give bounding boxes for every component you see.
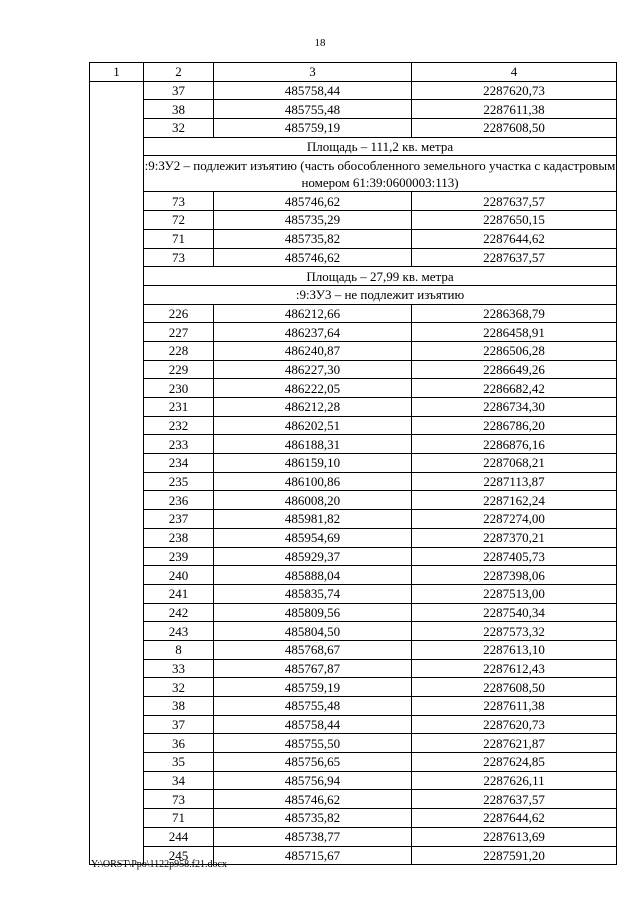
table-row	[90, 659, 617, 678]
y-coordinate-cell: 2287644,62	[412, 229, 617, 248]
point-number-cell: 231	[144, 398, 214, 417]
point-number-cell: 244	[144, 827, 214, 846]
y-coordinate-cell: 2287644,62	[412, 809, 617, 828]
point-number-cell: 37	[144, 715, 214, 734]
x-coordinate-cell: 486237,64	[214, 323, 412, 342]
table-row	[90, 809, 617, 828]
y-coordinate-cell: 2287637,57	[412, 790, 617, 809]
point-number-cell: 232	[144, 416, 214, 435]
x-coordinate-cell: 486212,28	[214, 398, 412, 417]
point-number-cell: 240	[144, 566, 214, 585]
y-coordinate-cell: 2286368,79	[412, 304, 617, 323]
x-coordinate-cell: 485756,94	[214, 771, 412, 790]
coordinates-table	[89, 62, 617, 865]
y-coordinate-cell: 2286876,16	[412, 435, 617, 454]
x-coordinate-cell: 485981,82	[214, 510, 412, 529]
table-row	[90, 435, 617, 454]
area-label: Площадь – 27,99 кв. метра	[144, 267, 617, 286]
y-coordinate-cell: 2287624,85	[412, 753, 617, 772]
y-coordinate-cell: 2287274,00	[412, 510, 617, 529]
table-row	[90, 398, 617, 417]
table-row	[90, 248, 617, 267]
x-coordinate-cell: 486008,20	[214, 491, 412, 510]
y-coordinate-cell: 2287068,21	[412, 454, 617, 473]
x-coordinate-cell: 485715,67	[214, 846, 412, 865]
point-number-cell: 32	[144, 678, 214, 697]
table-row	[90, 379, 617, 398]
y-coordinate-cell: 2287626,11	[412, 771, 617, 790]
table-row	[90, 734, 617, 753]
table-row	[90, 603, 617, 622]
table-header-row	[90, 63, 617, 82]
y-coordinate-cell: 2287650,15	[412, 211, 617, 230]
x-coordinate-cell: 485738,77	[214, 827, 412, 846]
point-number-cell: 237	[144, 510, 214, 529]
y-coordinate-cell: 2287611,38	[412, 697, 617, 716]
x-coordinate-cell: 485758,44	[214, 81, 412, 100]
point-number-cell: 226	[144, 304, 214, 323]
y-coordinate-cell: 2286458,91	[412, 323, 617, 342]
point-number-cell: 233	[144, 435, 214, 454]
point-number-cell: 71	[144, 809, 214, 828]
table-row	[90, 715, 617, 734]
point-number-cell: 234	[144, 454, 214, 473]
x-coordinate-cell: 485759,19	[214, 119, 412, 138]
x-coordinate-cell: 485746,62	[214, 790, 412, 809]
x-coordinate-cell: 486212,66	[214, 304, 412, 323]
point-number-cell: 33	[144, 659, 214, 678]
table-row	[90, 678, 617, 697]
area-label: Площадь – 111,2 кв. метра	[144, 137, 617, 156]
x-coordinate-cell: 485804,50	[214, 622, 412, 641]
table-row	[90, 454, 617, 473]
x-coordinate-cell: 485888,04	[214, 566, 412, 585]
x-coordinate-cell: 486188,31	[214, 435, 412, 454]
y-coordinate-cell: 2287612,43	[412, 659, 617, 678]
point-number-cell: 242	[144, 603, 214, 622]
y-coordinate-cell: 2287620,73	[412, 81, 617, 100]
table-row	[90, 528, 617, 547]
table-row	[90, 640, 617, 659]
point-number-cell: 73	[144, 790, 214, 809]
x-coordinate-cell: 486227,30	[214, 360, 412, 379]
point-number-cell: 37	[144, 81, 214, 100]
table-row	[90, 100, 617, 119]
point-number-cell: 32	[144, 119, 214, 138]
y-coordinate-cell: 2287608,50	[412, 678, 617, 697]
point-number-cell: 230	[144, 379, 214, 398]
point-number-cell: 34	[144, 771, 214, 790]
table-row	[90, 211, 617, 230]
x-coordinate-cell: 486240,87	[214, 341, 412, 360]
x-coordinate-cell: 485929,37	[214, 547, 412, 566]
y-coordinate-cell: 2287613,69	[412, 827, 617, 846]
empty-first-column	[90, 81, 144, 865]
point-number-cell: 245	[144, 846, 214, 865]
point-number-cell: 71	[144, 229, 214, 248]
y-coordinate-cell: 2287613,10	[412, 640, 617, 659]
table-row	[90, 304, 617, 323]
x-coordinate-cell: 485756,65	[214, 753, 412, 772]
file-path-footer: Y:\ORST\Ppo\1122p958.f21.docx	[91, 859, 227, 870]
point-number-cell: 235	[144, 472, 214, 491]
area-row	[90, 267, 617, 286]
x-coordinate-cell: 485759,19	[214, 678, 412, 697]
table-row	[90, 323, 617, 342]
table-row	[90, 510, 617, 529]
x-coordinate-cell: 485746,62	[214, 192, 412, 211]
table-row	[90, 622, 617, 641]
x-coordinate-cell: 485835,74	[214, 584, 412, 603]
table-row	[90, 697, 617, 716]
point-number-cell: 38	[144, 697, 214, 716]
column-header: 1	[90, 63, 144, 82]
point-number-cell: 38	[144, 100, 214, 119]
point-number-cell: 239	[144, 547, 214, 566]
table-row	[90, 753, 617, 772]
table-row	[90, 566, 617, 585]
section-title: :9:ЗУ3 – не подлежит изъятию	[144, 285, 617, 304]
y-coordinate-cell: 2287621,87	[412, 734, 617, 753]
point-number-cell: 73	[144, 248, 214, 267]
section-row	[90, 285, 617, 304]
point-number-cell: 227	[144, 323, 214, 342]
point-number-cell: 243	[144, 622, 214, 641]
y-coordinate-cell: 2286786,20	[412, 416, 617, 435]
y-coordinate-cell: 2287540,34	[412, 603, 617, 622]
table-row	[90, 491, 617, 510]
y-coordinate-cell: 2287620,73	[412, 715, 617, 734]
column-header: 2	[144, 63, 214, 82]
y-coordinate-cell: 2287591,20	[412, 846, 617, 865]
y-coordinate-cell: 2286649,26	[412, 360, 617, 379]
x-coordinate-cell: 485767,87	[214, 659, 412, 678]
y-coordinate-cell: 2287370,21	[412, 528, 617, 547]
x-coordinate-cell: 485735,29	[214, 211, 412, 230]
table-row	[90, 119, 617, 138]
y-coordinate-cell: 2286734,30	[412, 398, 617, 417]
x-coordinate-cell: 485755,50	[214, 734, 412, 753]
point-number-cell: 36	[144, 734, 214, 753]
table-row	[90, 229, 617, 248]
y-coordinate-cell: 2287608,50	[412, 119, 617, 138]
y-coordinate-cell: 2286506,28	[412, 341, 617, 360]
x-coordinate-cell: 485809,56	[214, 603, 412, 622]
point-number-cell: 229	[144, 360, 214, 379]
x-coordinate-cell: 485735,82	[214, 809, 412, 828]
point-number-cell: 73	[144, 192, 214, 211]
x-coordinate-cell: 486202,51	[214, 416, 412, 435]
point-number-cell: 236	[144, 491, 214, 510]
x-coordinate-cell: 485758,44	[214, 715, 412, 734]
y-coordinate-cell: 2287573,32	[412, 622, 617, 641]
column-header: 3	[214, 63, 412, 82]
table-row	[90, 341, 617, 360]
y-coordinate-cell: 2287637,57	[412, 192, 617, 211]
point-number-cell: 35	[144, 753, 214, 772]
y-coordinate-cell: 2287637,57	[412, 248, 617, 267]
x-coordinate-cell: 485755,48	[214, 100, 412, 119]
table-row	[90, 472, 617, 491]
x-coordinate-cell: 485954,69	[214, 528, 412, 547]
page-number: 18	[314, 37, 326, 49]
table-row	[90, 547, 617, 566]
x-coordinate-cell: 486159,10	[214, 454, 412, 473]
section-title: :9:ЗУ2 – подлежит изъятию (часть обособленного земельного участка с кадастровым номером 61:39:0600003:113)	[144, 157, 616, 190]
table-row	[90, 790, 617, 809]
y-coordinate-cell: 2287113,87	[412, 472, 617, 491]
point-number-cell: 72	[144, 211, 214, 230]
table-row	[90, 827, 617, 846]
table-row	[90, 416, 617, 435]
area-row	[90, 137, 617, 156]
x-coordinate-cell: 485735,82	[214, 229, 412, 248]
x-coordinate-cell: 486222,05	[214, 379, 412, 398]
y-coordinate-cell: 2287611,38	[412, 100, 617, 119]
x-coordinate-cell: 485768,67	[214, 640, 412, 659]
table-row	[90, 771, 617, 790]
point-number-cell: 241	[144, 584, 214, 603]
x-coordinate-cell: 486100,86	[214, 472, 412, 491]
x-coordinate-cell: 485755,48	[214, 697, 412, 716]
x-coordinate-cell: 485746,62	[214, 248, 412, 267]
y-coordinate-cell: 2287398,06	[412, 566, 617, 585]
table-row	[90, 81, 617, 100]
point-number-cell: 238	[144, 528, 214, 547]
column-header: 4	[412, 63, 617, 82]
point-number-cell: 228	[144, 341, 214, 360]
table-row	[90, 584, 617, 603]
y-coordinate-cell: 2287162,24	[412, 491, 617, 510]
point-number-cell: 8	[144, 640, 214, 659]
table-row	[90, 360, 617, 379]
table-row	[90, 192, 617, 211]
y-coordinate-cell: 2286682,42	[412, 379, 617, 398]
y-coordinate-cell: 2287405,73	[412, 547, 617, 566]
section-row	[90, 156, 617, 192]
y-coordinate-cell: 2287513,00	[412, 584, 617, 603]
